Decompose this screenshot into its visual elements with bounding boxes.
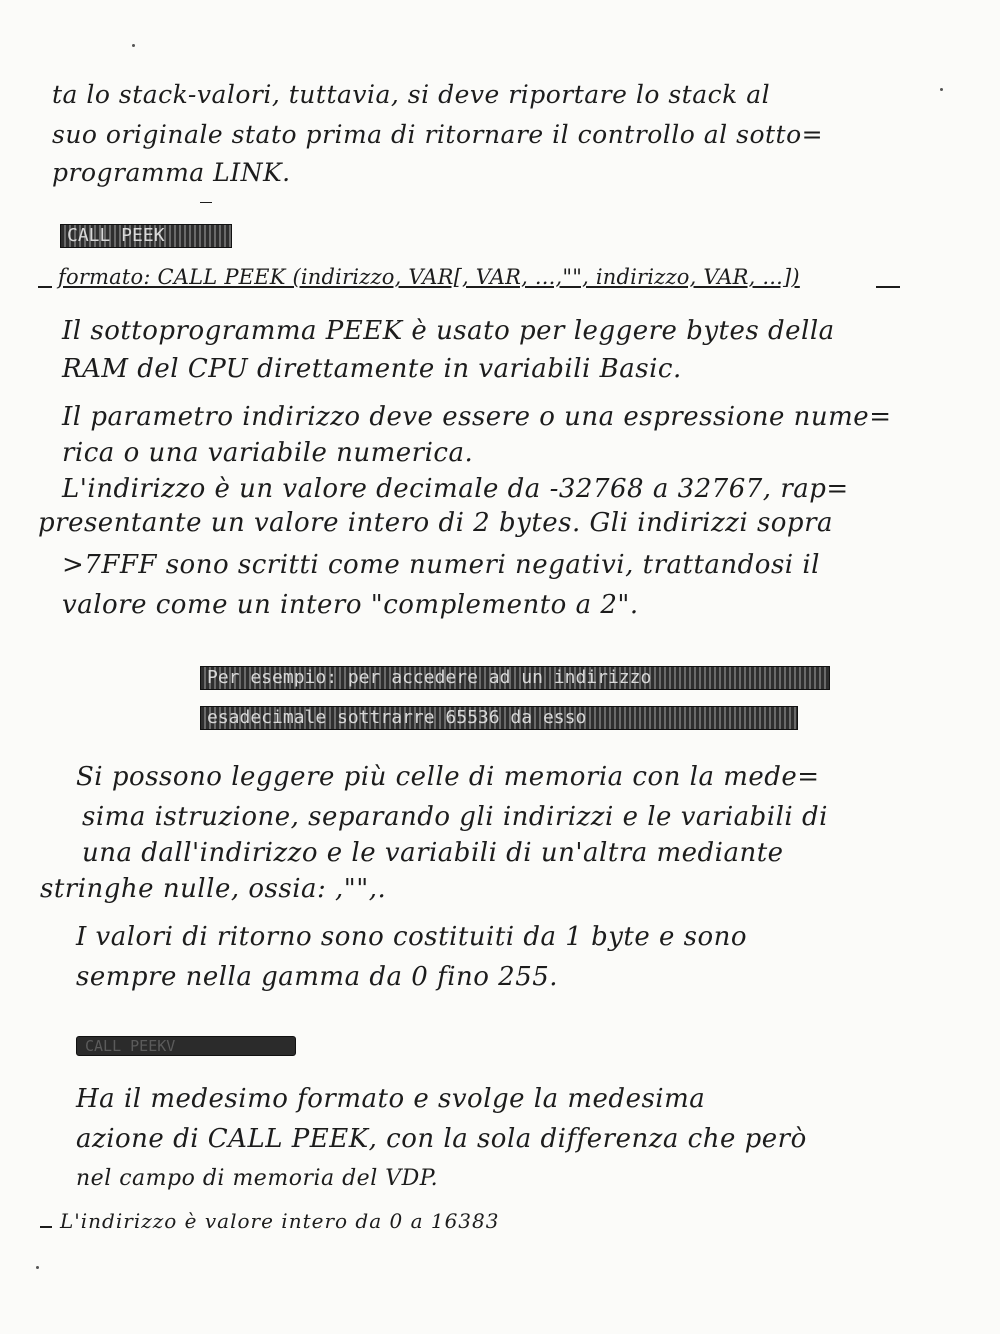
- format-leading-dash: [38, 286, 52, 288]
- format-trailing-dash: [876, 286, 900, 288]
- intro-line-2: suo originale stato prima di ritornare il controllo al sotto=: [52, 120, 824, 149]
- peekv-paragraph-line-4: L'indirizzo è valore intero da 0 a 16383: [60, 1209, 500, 1233]
- peek-paragraph-line-2: RAM del CPU direttamente in variabili Basic.: [62, 354, 682, 384]
- peek-multi-line-6: sempre nella gamma da 0 fino 255.: [76, 962, 559, 992]
- peek-multi-line-1: Si possono leggere più celle di memoria con la mede=: [76, 762, 820, 792]
- format-line: formato: CALL PEEK (indirizzo, VAR[, VAR, ...,"", indirizzo, VAR, ...]): [58, 265, 800, 289]
- peek-paragraph-line-5: L'indirizzo è un valore decimale da -32768 a 32767, rap=: [62, 474, 849, 504]
- scan-speck: [940, 88, 943, 91]
- scan-mark: [200, 202, 212, 203]
- redacted-example-text-1: Per esempio: per accedere ad un indirizzo: [207, 667, 652, 688]
- peek-paragraph-line-6: presentante un valore intero di 2 bytes. Gli indirizzi sopra: [38, 508, 834, 538]
- peek-multi-line-4: stringhe nulle, ossia: ,"",.: [40, 874, 387, 904]
- peekv-paragraph-line-2: azione di CALL PEEK, con la sola differenza che però: [76, 1124, 807, 1154]
- peekv-paragraph-line-1: Ha il medesimo formato e svolge la medesima: [76, 1084, 706, 1114]
- peek-multi-line-2: sima istruzione, separando gli indirizzi e le variabili di: [82, 802, 828, 832]
- peekv-paragraph-line-3: nel campo di memoria del VDP.: [76, 1166, 439, 1191]
- scan-speck: [36, 1266, 39, 1269]
- redacted-example-text-2: esadecimale sottrarre 65536 da esso: [207, 707, 587, 728]
- peek-multi-line-3: una dall'indirizzo e le variabili di un'altra mediante: [82, 838, 784, 868]
- peek-paragraph-line-1: Il sottoprogramma PEEK è usato per leggere bytes della: [62, 316, 835, 346]
- section-heading-peek-text: CALL PEEK: [67, 225, 165, 246]
- peek-paragraph-line-7: >7FFF sono scritti come numeri negativi, trattandosi il: [62, 550, 821, 580]
- redacted-example-bar-2: [200, 706, 798, 730]
- peek-paragraph-line-3: Il parametro indirizzo deve essere o una espressione nume=: [62, 402, 892, 432]
- peek-paragraph-line-4: rica o una variabile numerica.: [62, 438, 474, 468]
- peekv-leading-dash: [40, 1226, 52, 1228]
- peek-paragraph-line-8: valore come un intero "complemento a 2".: [62, 590, 639, 620]
- intro-line-1: ta lo stack-valori, tuttavia, si deve riportare lo stack al: [52, 80, 771, 109]
- section-heading-peekv-text: CALL PEEKV: [85, 1037, 176, 1055]
- redacted-example-bar-1: [200, 666, 830, 690]
- peek-multi-line-5: I valori di ritorno sono costituiti da 1 byte e sono: [76, 922, 748, 952]
- intro-line-3: programma LINK.: [52, 158, 291, 187]
- section-heading-peekv: [76, 1036, 296, 1056]
- scan-speck: [132, 44, 135, 47]
- section-heading-peek: [60, 224, 232, 248]
